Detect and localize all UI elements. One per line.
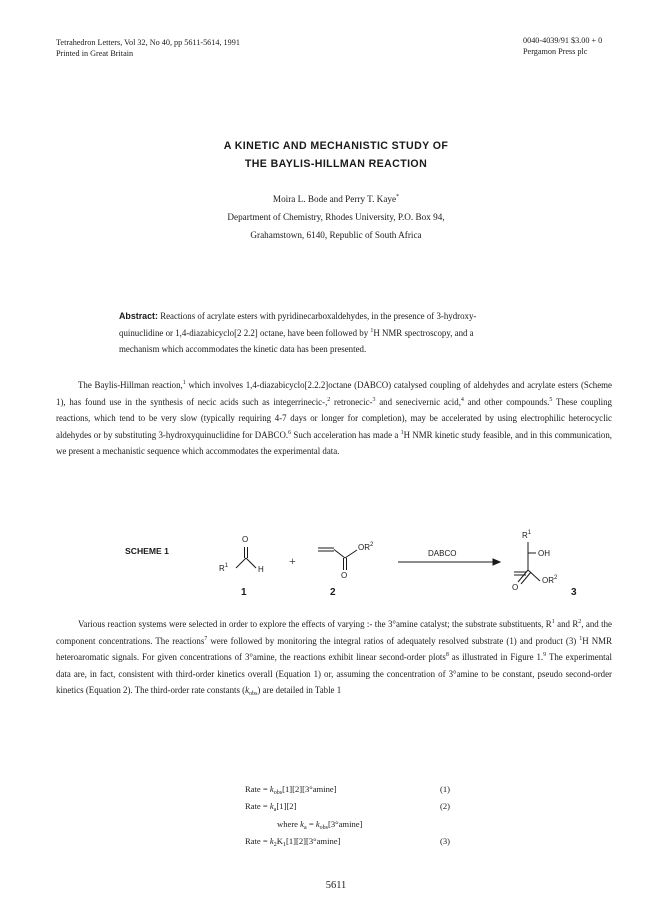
paper-title-line1: A KINETIC AND MECHANISTIC STUDY OF — [223, 140, 449, 152]
printed-line: Printed in Great Britain — [56, 49, 134, 58]
product-oxygen: O — [512, 583, 519, 592]
ester-group: $OR^2$ — [358, 542, 374, 552]
aldehyde-structure — [236, 547, 256, 568]
journal-line: Tetrahedron Letters, Vol 32, No 40, pp 5611-5614, 1991 — [56, 38, 240, 47]
aldehyde-hydrogen: H — [258, 565, 264, 574]
issn-line: 0040-4039/91 $3.00 + 0 — [523, 36, 603, 45]
intro-paragraph: The Baylis-Hillman reaction,$^1$ which involves 1,4-diazabicyclo[2.2.2]octane (DABCO) catalysed coupling of aldehydes and acrylate esters (Scheme 1), has found use in the synthesis of necic acids such as integerrinecic-,$^2$ retronecic-$^3$ and senecivernic acid,$^4$ and other compounds.$^5$ These coupling reactions, which tend to be very slow (typically requiring 4-7 days or longer for completion), may be accelerated by using electrophilic heterocyclic aldehydes or by substituting 3-hydroxyquinuclidine for DABCO.$^6$ Such acceleration has made a $^1$H NMR kinetic study feasible, and in this communication, we present a mechanistic sequence which accommodates the experimental data. — [56, 380, 613, 457]
compound-3-label: 3 — [571, 587, 577, 598]
affiliation-dept: Department of Chemistry, Rhodes University, P.O. Box 94, — [227, 212, 445, 222]
equation-1: Rate = $k_{obs}[1][2][3^\circ amine]$ — [245, 784, 337, 796]
journal-code — [523, 35, 602, 57]
equation-3-number: (3) — [440, 836, 451, 846]
scheme-1 — [0, 525, 672, 605]
author-names: Moira L. Bode and Perry T. Kaye* — [272, 194, 400, 204]
equation-2-definition: where $k_a = k_{obs}[3^\circ amine]$ — [277, 819, 363, 831]
abstract-label: Abstract: — [119, 311, 158, 321]
corresponding-star: * — [396, 194, 400, 200]
kinetics-paragraph: Various reaction systems were selected in order to explore the effects of varying :- the 3°amine catalyst; the substrate substituents, $R^1$ and $R^2$, and the component concentrations. The reactions$^7$ were followed by monitoring the integral ratios of adequately resolved substrate (1) and product (3) $^1$H NMR heteroaromatic signals. For given concentrations of 3°amine, the reactions exhibit linear second-order plots$^8$ as illustrated in Figure 1.$^9$ The experimental data are, in fact, consistent with third-order kinetics overall (Equation 1) or, assuming the concentration of 3°amine to be constant, pseudo second-order kinetics (Equation 2). The third-order rate constants $(k_{obs})$ are detailed in Table 1 — [56, 619, 613, 698]
scheme-label: SCHEME 1 — [125, 546, 169, 556]
abstract: Abstract: Reactions of acrylate esters with pyridinecarboxaldehydes, in the presence of 3-hydroxy- quinuclidine or 1,4-diazabicyclo[2 2.2] octane, have been followed by $^1$H NMR spectroscopy, and a mechanism which accommodates the kinetic data has been presented. — [119, 311, 477, 355]
hydroxyl-group: OH — [538, 549, 550, 558]
journal-citation — [56, 37, 240, 59]
equation-3: Rate = $k_2K_1[1][2][3^\circ amine]$ — [245, 836, 341, 848]
acrylate-structure — [318, 548, 357, 570]
page-number: 5611 — [325, 880, 347, 891]
compound-1-label: 1 — [241, 587, 247, 598]
reaction-arrow — [398, 559, 500, 565]
paper-title-line2: THE BAYLIS-HILLMAN REACTION — [244, 158, 428, 170]
product-r1: $R^1$ — [522, 530, 532, 540]
r1-group: $R^1$ — [219, 563, 229, 573]
carbonyl-oxygen-1: O — [242, 535, 249, 544]
product-ester: $OR^2$ — [542, 575, 558, 585]
publisher-line: Pergamon Press plc — [523, 47, 588, 56]
equation-1-number: (1) — [440, 784, 451, 794]
compound-2-label: 2 — [330, 587, 336, 598]
affiliation-city: Grahamstown, 6140, Republic of South Africa — [250, 230, 422, 240]
carbonyl-oxygen-2: O — [341, 571, 348, 580]
product-structure — [514, 542, 540, 584]
equation-2-number: (2) — [440, 801, 451, 811]
reagent-label: DABCO — [428, 549, 457, 558]
plus-sign: + — [289, 554, 296, 568]
equation-2: Rate = $k_a[1][2]$ — [245, 801, 297, 813]
